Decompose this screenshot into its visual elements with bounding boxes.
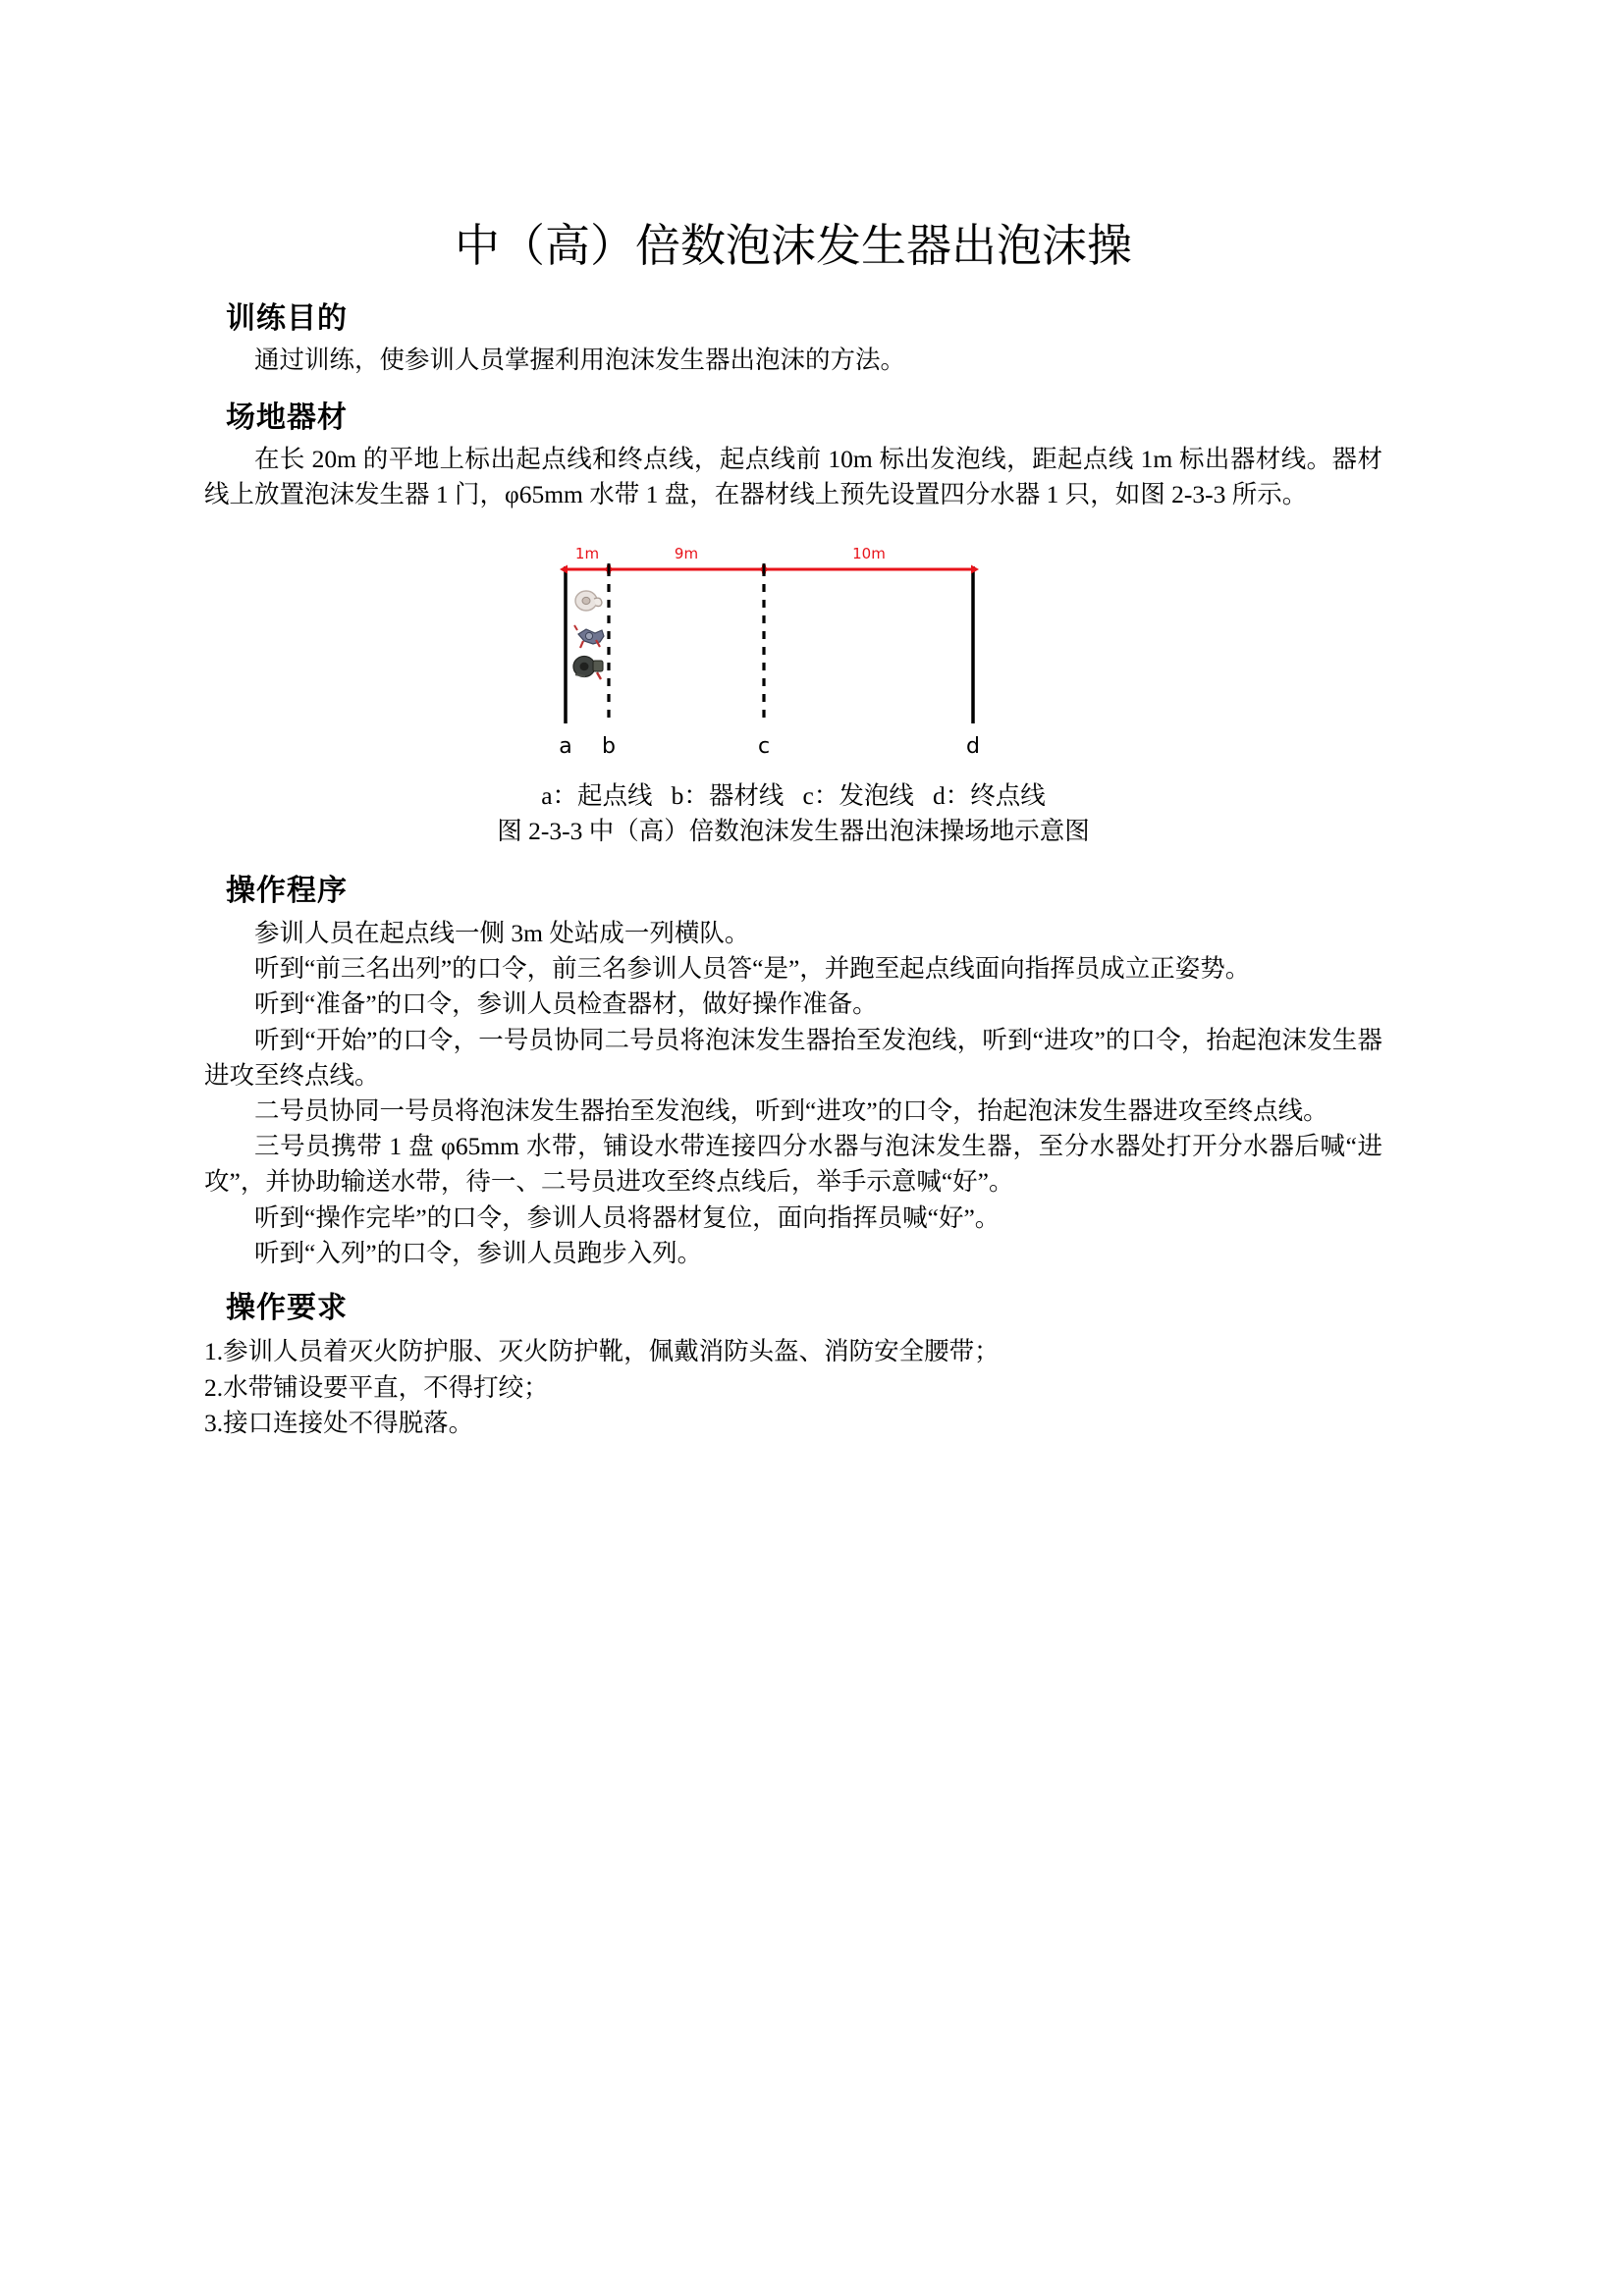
marker-label-a: a — [559, 733, 572, 759]
spacer — [204, 1271, 1382, 1289]
paragraph-equipment: 在长 20m 的平地上标出起点线和终点线，起点线前 10m 标出发泡线，距起点线 1m 标出器材线。器材线上放置泡沫发生器 1 门，φ65mm 水带 1 盘，在器材线上预先设置四分水器 1 只，如图 2-3-3 所示。 — [204, 445, 1382, 509]
section-body-purpose — [204, 343, 1382, 378]
marker-label-b: b — [602, 733, 616, 759]
foam-generator-icon — [573, 656, 603, 679]
marker-label-d: d — [966, 733, 980, 759]
marker-label-c: c — [757, 733, 771, 759]
section-body-requirements — [204, 1334, 1382, 1441]
procedure-step: 听到“入列”的口令，参训人员跑步入列。 — [254, 1238, 703, 1267]
procedure-step: 听到“准备”的口令，参训人员检查器材，做好操作准备。 — [254, 989, 878, 1019]
dimension-label-10m: 10m — [852, 544, 886, 562]
field-layout-diagram — [538, 539, 1049, 765]
page-content — [204, 0, 1382, 1441]
section-heading-requirements: 操作要求 — [226, 1290, 348, 1325]
hose-reel-icon — [575, 591, 602, 611]
procedure-step: 参训人员在起点线一侧 3m 处站成一列横队。 — [254, 918, 750, 947]
page-title: 中（高）倍数泡沫发生器出泡沫操 — [455, 219, 1132, 272]
requirement-item: 2.水带铺设要平直，不得打绞； — [204, 1372, 549, 1402]
section-body-procedure — [204, 916, 1382, 1271]
procedure-step: 二号员协同一号员将泡沫发生器抬至发泡线，听到“进攻”的口令，抬起泡沫发生器进攻至终点线。 — [254, 1095, 1328, 1125]
procedure-step: 听到“开始”的口令，一号员协同二号员将泡沫发生器抬至发泡线，听到“进攻”的口令，抬起泡沫发生器进攻至终点线。 — [204, 1025, 1382, 1090]
procedure-step: 三号员携带 1 盘 φ65mm 水带，铺设水带连接四分水器与泡沫发生器，至分水器处打开分水器后喊“进攻”，并协助输送水带，待一、二号员进攻至终点线后，举手示意喊“好”。 — [204, 1132, 1382, 1197]
figure-legend: a：起点线 b：器材线 c：发泡线 d：终点线 — [541, 780, 1046, 810]
procedure-step: 听到“操作完毕”的口令，参训人员将器材复位，面向指挥员喊“好”。 — [254, 1202, 1001, 1232]
section-heading-equipment: 场地器材 — [226, 400, 348, 435]
requirement-item: 3.接口连接处不得脱落。 — [204, 1408, 474, 1437]
dimension-label-9m: 9m — [674, 544, 699, 562]
procedure-step: 听到“前三名出列”的口令，前三名参训人员答“是”，并跑至起点线面向指挥员成立正姿势。 — [254, 954, 1251, 984]
dimension-label-1m: 1m — [574, 544, 600, 562]
section-heading-procedure: 操作程序 — [226, 874, 348, 909]
four-way-divider-icon — [574, 625, 604, 648]
section-heading-purpose: 训练目的 — [226, 300, 348, 336]
requirement-item: 1.参训人员着灭火防护服、灭火防护靴，佩戴消防头盔、消防安全腰带； — [204, 1337, 1000, 1366]
figure-2-3-3 — [204, 539, 1382, 851]
section-body-equipment — [204, 442, 1382, 512]
figure-caption: 图 2-3-3 中（高）倍数泡沫发生器出泡沫操场地示意图 — [497, 817, 1090, 846]
paragraph-purpose: 通过训练，使参训人员掌握利用泡沫发生器出泡沫的方法。 — [254, 346, 906, 375]
spacer — [204, 850, 1382, 872]
